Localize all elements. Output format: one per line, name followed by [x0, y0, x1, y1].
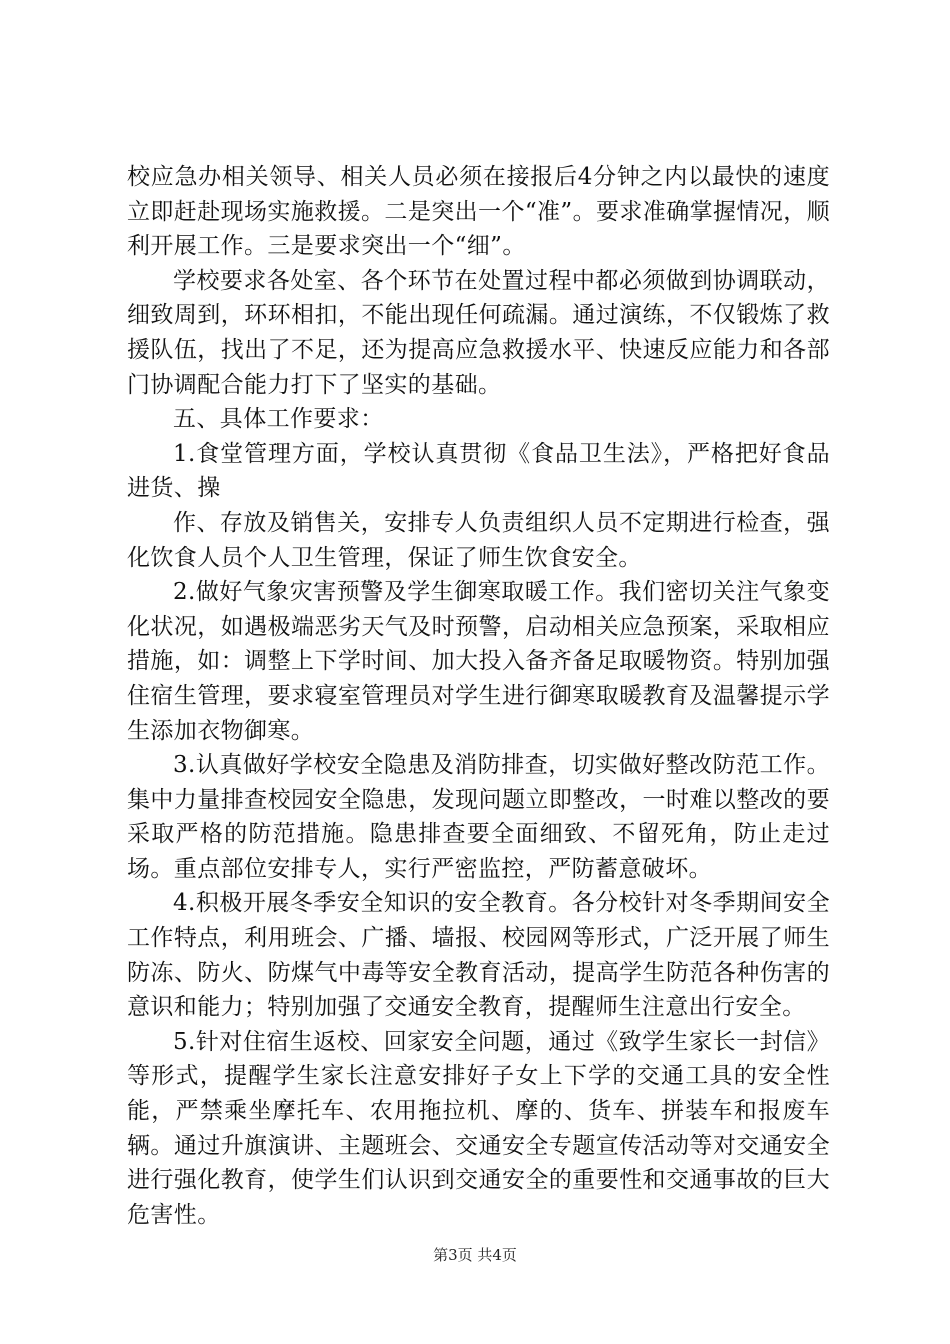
paragraph-item-1: 1.食堂管理方面，学校认真贯彻《食品卫生法》，严格把好食品进货、操 [127, 440, 830, 502]
document-body [127, 160, 830, 1232]
paragraph-continuation: 校应急办相关领导、相关人员必须在接报后4分钟之内以最快的速度立即赶赴现场实施救援。二是突出一个“准”。要求准确掌握情况，顺利开展工作。三是要求突出一个“细”。 [127, 164, 830, 260]
paragraph-item-1-continued: 作、存放及销售关，安排专人负责组织人员不定期进行检查，强化饮食人员个人卫生管理，保证了师生饮食安全。 [127, 509, 830, 571]
page-footer [0, 1245, 950, 1265]
paragraph-item-4: 4.积极开展冬季安全知识的安全教育。各分校针对冬季期间安全工作特点，利用班会、广播、墙报、校园网等形式，广泛开展了师生防冻、防火、防煤气中毒等安全教育活动，提高学生防范各种伤害的意识和能力；特别加强了交通安全教育，提醒师生注意出行安全。 [127, 890, 830, 1021]
page-number: 第3页 共4页 [433, 1246, 517, 1264]
paragraph-drill-summary: 学校要求各处室、各个环节在处置过程中都必须做到协调联动，细致周到，环环相扣，不能出现任何疏漏。通过演练，不仅锻炼了救援队伍，找出了不足，还为提高应急救援水平、快速反应能力和各部门协调配合能力打下了坚实的基础。 [127, 267, 830, 398]
paragraph-item-2: 2.做好气象灾害预警及学生御寒取暖工作。我们密切关注气象变化状况，如遇极端恶劣天气及时预警，启动相关应急预案，采取相应措施，如：调整上下学时间、加大投入备齐备足取暖物资。特别加强住宿生管理，要求寝室管理员对学生进行御寒取暖教育及温馨提示学生添加衣物御寒。 [127, 579, 830, 744]
section-heading-requirements: 五、具体工作要求： [173, 406, 384, 433]
paragraph-item-3: 3.认真做好学校安全隐患及消防排查，切实做好整改防范工作。集中力量排查校园安全隐患，发现问题立即整改，一时难以整改的要采取严格的防范措施。隐患排查要全面细致、不留死角，防止走过场。重点部位安排专人，实行严密监控，严防蓄意破坏。 [127, 752, 830, 882]
paragraph-item-5: 5.针对住宿生返校、回家安全问题，通过《致学生家长一封信》等形式，提醒学生家长注意安排好子女上下学的交通工具的安全性能，严禁乘坐摩托车、农用拖拉机、摩的、货车、拼装车和报废车辆。通过升旗演讲、主题班会、交通安全专题宣传活动等对交通安全进行强化教育，使学生们认识到交通安全的重要性和交通事故的巨大危害性。 [127, 1028, 830, 1228]
